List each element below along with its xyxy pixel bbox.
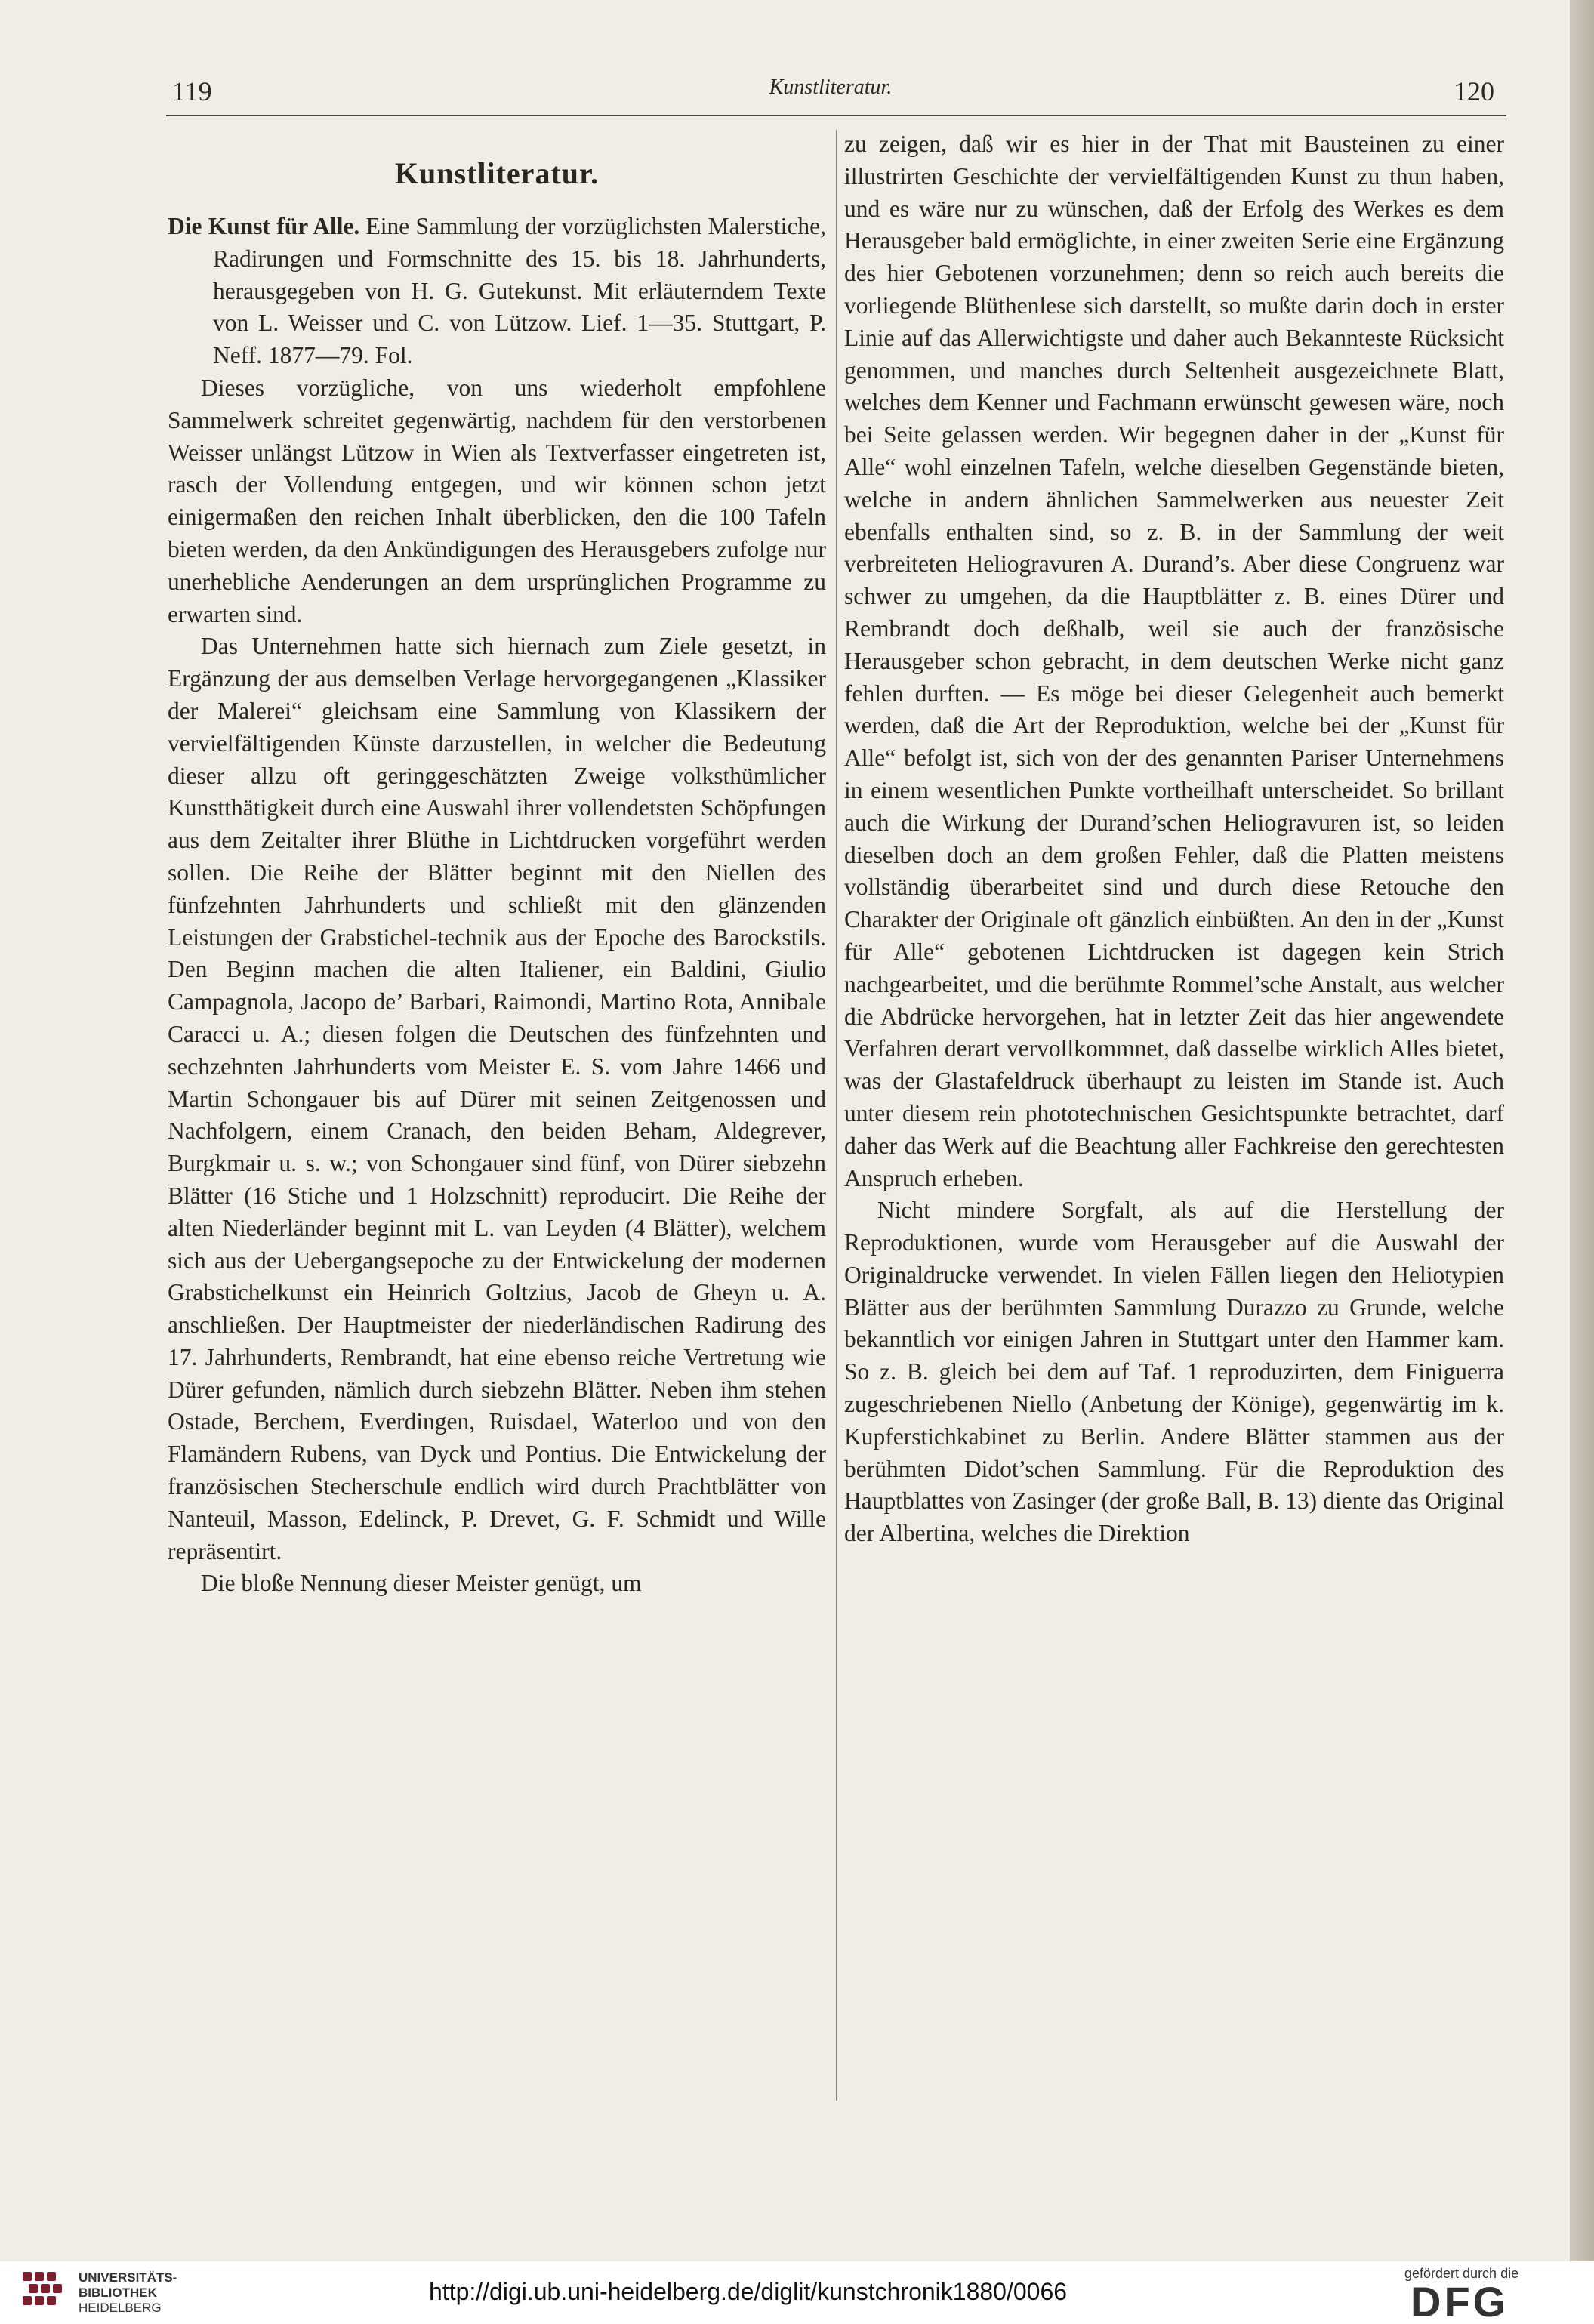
book-citation: Eine Sammlung der vorzüglichsten Malerstiche, Radirungen und Formschnitte des 15. bis 18. Jahrhunderts, herausgegeben von H. G. Gutekunst. Mit erläuterndem Texte von L. Weisser und C. von Lützow. Lief. 1—35. Stuttgart, P. Neff. 1877—79. Fol. (213, 213, 827, 369)
library-name-line: HEIDELBERG (79, 2301, 162, 2315)
library-name (79, 2270, 177, 2316)
library-name-line: BIBLIOTHEK (79, 2285, 157, 2300)
library-name-line: UNIVERSITÄTS- (79, 2270, 177, 2285)
left-column (168, 128, 826, 1600)
dfg-logo: DFG (1411, 2278, 1509, 2324)
book-title: Die Kunst für Alle. (168, 213, 360, 239)
paragraph: Dieses vorzügliche, von uns wiederholt empfohlene Sammelwerk schreitet gegenwärtig, nachdem für den verstorbenen Weisser unlängst Lützow in Wien als Textverfasser eingetreten ist, rasch der Vollendung entgegen, und wir können schon jetzt einigermaßen den reichen Inhalt überblicken, den die 100 Tafeln bieten werden, da den Ankündigungen des Herausgebers zufolge nur unerhebliche Aenderungen an dem ursprünglichen Programme zu erwarten sind. (168, 374, 826, 627)
review-entry-heading (168, 211, 826, 372)
paragraph: zu zeigen, daß wir es hier in der That mit Bausteinen zu einer illustrirten Geschichte der vervielfältigenden Kunst zu thun haben, und es wäre nur zu wünschen, daß der Erfolg des Werkes es dem Herausgeber bald ermöglichte, in einer zweiten Serie eine Ergänzung des hier Gebotenen vorzunehmen; denn so reich auch bereits die vorliegende Blüthenlese sich darstellt, so mußte darin doch in erster Linie auf das Allerwichtigste und daher auch Bekannteste Rücksicht genommen, und manches durch Seltenheit ausgezeichnete Blatt, welches dem Kenner und Fachmann erwünscht gewesen wäre, noch bei Seite gelassen werden. Wir begegnen daher in der „Kunst für Alle“ wohl einzelnen Tafeln, welche dieselben Gegenstände bieten, welche in andern ähnlichen Sammelwerken aus neuester Zeit ebenfalls enthalten sind, so z. B. in der Sammlung der weit verbreiteten Heliogravuren A. Durand’s. Aber diese Congruenz war schwer zu umgehen, da die Hauptblätter z. B. eines Dürer und Rembrandt doch deßhalb, weil sie auch der französische Herausgeber schon gebracht, in dem deutschen Werke nicht ganz fehlen durften. — Es möge bei dieser Gelegenheit auch bemerkt werden, daß die Art der Reproduktion, welche bei der „Kunst für Alle“ befolgt ist, sich von der des genannten Pariser Unternehmens in einem wesentlichen Punkte vortheilhaft unterscheidet. So brillant auch die Wirkung der Durand’schen Heliogravuren ist, so leiden dieselben doch an dem großen Fehler, daß die Platten meistens vollständig überarbeitet sind und durch diese Retouche den Charakter der Originale oft gänzlich einbüßten. An den in der „Kunst für Alle“ gebotenen Lichtdrucken ist dagegen kein Strich nachgearbeitet, und die berühmte Rommel’sche Anstalt, aus welcher die Abdrücke hervorgehen, hat in letzter Zeit das hier angewendete Verfahren derart vervollkommnet, daß dasselbe wirklich Alles bietet, was der Glastafeldruck überhaupt zu leisten im Stande ist. Auch unter diesem rein phototechnischen Gesichtspunkte betrachtet, darf daher das Werk auf die Beachtung aller Fachkreise den gerechtesten Anspruch erheben. (844, 131, 1504, 1191)
university-library-logo-icon (23, 2272, 68, 2314)
paragraph: Die bloße Nennung dieser Meister genügt, um (201, 1570, 642, 1597)
column-divider (836, 130, 837, 2101)
paragraph: Nicht mindere Sorgfalt, als auf die Herstellung der Reproduktionen, wurde vom Herausgeber auf die Auswahl der Originaldrucke verwendet. In vielen Fällen liegen den Heliotypien Blätter aus der berühmten Sammlung Durazzo zu Grunde, welche bekanntlich vor einigen Jahren in Stuttgart unter den Hammer kam. So z. B. gleich bei dem auf Taf. 1 reproduzirten, dem Finiguerra zugeschriebenen Niello (Anbetung der Könige), gegenwärtig im k. Kupferstichkabinet zu Berlin. Andere Blätter stammen aus der berühmten Didot’schen Sammlung. Für die Reproduktion des Hauptblattes von Zasinger (der große Ball, B. 13) diente das Original der Albertina, welches die Direktion (844, 1197, 1504, 1547)
right-column (844, 128, 1504, 1550)
header-rule (166, 115, 1506, 116)
paragraph: Das Unternehmen hatte sich hiernach zum Ziele gesetzt, in Ergänzung der aus demselben Verlage hervorgegangenen „Klassiker der Malerei“ gleichsam eine Sammlung von Klassikern der vervielfältigenden Künste darzustellen, in welcher die Bedeutung dieser allzu oft geringgeschätzten Zweige volksthümlicher Kunstthätigkeit durch eine Auswahl ihrer vollendetsten Schöpfungen aus dem Zeitalter ihrer Blüthe in Lichtdrucken vorgeführt werden sollen. Die Reihe der Blätter beginnt mit den Niellen des fünfzehnten Jahrhunderts und schließt mit den glänzenden Leistungen der Grabstichel-technik aus der Epoche des Barockstils. Den Beginn machen die alten Italiener, ein Baldini, Giulio Campagnola, Jacopo de’ Barbari, Raimondi, Martino Rota, Annibale Caracci u. A.; diesen folgen die Deutschen des fünfzehnten und sechzehnten Jahrhunderts vom Meister E. S. vom Jahre 1466 und Martin Schongauer bis auf Dürer mit seinen Zeitgenossen und Nachfolgern, einem Cranach, den beiden Beham, Aldegrever, Burgkmair u. s. w.; von Schongauer sind fünf, von Dürer siebzehn Blätter (16 Stiche und 1 Holzschnitt) reproducirt. Die Reihe der alten Niederländer beginnt mit L. van Leyden (4 Blätter), welchem sich aus der Uebergangsepoche zu der Entwickelung der modernen Grabstichelkunst ein Heinrich Goltzius, Jacob de Gheyn u. A. anschließen. Der Hauptmeister der niederländischen Radirung des 17. Jahrhunderts, Rembrandt, hat eine ebenso reiche Vertretung wie Dürer gefunden, nämlich durch siebzehn Blätter. Neben ihm stehen Ostade, Berchem, Everdingen, Ruisdael, Waterloo und von den Flamändern Rubens, van Dyck und Pontius. Die Entwickelung der französischen Stecherschule endlich wird durch Prachtblätter von Nanteuil, Masson, Edelinck, P. Drevet, G. F. Schmidt und Wille repräsentirt. (168, 633, 826, 1564)
page-number-right: 120 (1454, 76, 1494, 106)
funding-note: gefördert durch die (1404, 2266, 1519, 2281)
page-header (0, 0, 1594, 113)
running-title: Kunstliteratur. (769, 76, 893, 99)
scan-edge-strip (1570, 0, 1594, 2261)
page-number-left: 119 (172, 76, 212, 106)
footer-bar (0, 2261, 1594, 2324)
section-title: Kunstliteratur. (394, 156, 600, 190)
source-url-link[interactable]: http://digi.ub.uni-heidelberg.de/diglit/kunstchronik1880/0066 (429, 2278, 1068, 2305)
